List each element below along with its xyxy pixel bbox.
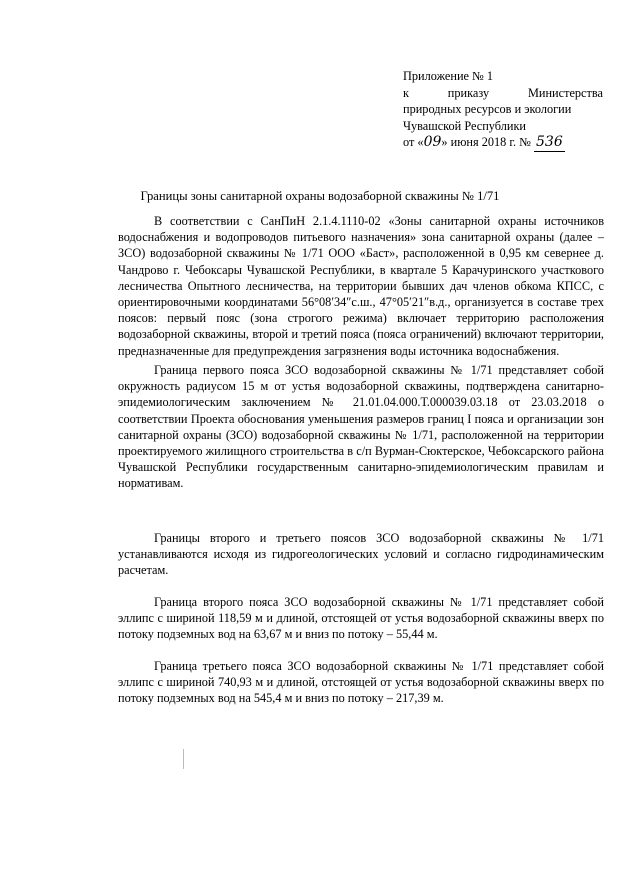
date-prefix: от « (403, 135, 424, 150)
appendix-order-line: к приказу Министерства (403, 85, 603, 100)
paragraph-general: В соответствии с СанПиН 2.1.4.1110-02 «Зоны санитарной охраны источников водоснабжения и водопроводов питьевого назначения» зона санитарной охраны (далее – ЗСО) водозаборной скважины № 1/71 ООО «Баст», расположенной в 0,95 км севернее д. Чандрово г. Чебоксары Чувашской Республики, в квартале 5 Карачуринского участкового лесничества Опытного лесничества, на территории бывших дач членов обкома КПСС, с ориентировочными координатами 56°08′34″с.ш., 47°05′21″в.д., организуется в составе трех поясов: первый пояс (зона строгого режима) включает территорию расположения водозаборной скважины, второй и третий пояса (пояса ограничений) включают территории, предназначенные для предупреждения загрязнения воды источника водоснабжения. (118, 214, 604, 358)
paragraph-second-third-belts: Границы второго и третьего поясов ЗСО водозаборной скважины № 1/71 устанавливаются исходя из гидрогеологических условий и согласно гидродинамическим расчетам. (118, 531, 604, 578)
appendix-ministry-line: природных ресурсов и экологии (403, 102, 572, 117)
handwritten-order-number: 536 (536, 134, 563, 151)
appendix-label: Приложение № 1 (403, 69, 494, 83)
paragraph-second-belt: Граница второго пояса ЗСО водозаборной скважины № 1/71 представляет собой эллипс с шириной 118,59 м и длиной, отстоящей от устья водозаборной скважины вверх по потоку подземных вод на 63,67 м и вниз по потоку – 55,44 м. (118, 595, 604, 642)
paragraph-third-belt: Граница третьего пояса ЗСО водозаборной скважины № 1/71 представляет собой эллипс с шириной 740,93 м и длиной, отстоящей от устья водозаборной скважины вверх по потоку подземных вод на 545,4 м и вниз по потоку – 217,39 м. (118, 659, 604, 706)
scan-mark (183, 749, 184, 769)
date-middle: » июня 2018 г. № (441, 135, 531, 150)
appendix-republic-line: Чувашской Республики (403, 118, 527, 133)
document-title: Границы зоны санитарной охраны водозаборной скважины № 1/71 (140, 189, 500, 203)
handwritten-day: 09 (423, 134, 442, 151)
paragraph-first-belt: Граница первого пояса ЗСО водозаборной скважины № 1/71 представляет собой окружность радиусом 15 м от устья водозаборной скважины, подтверждена санитарно-эпидемиологическим заключением № 21.01.04.000.Т.000039.03.18 от 23.03.2018 о соответствии Проекта обоснования уменьшения размеров границ I пояса и организации зон санитарной охраны (ЗСО) водозаборной скважины № 1/71, расположенной на территории проектируемого жилищного строительства в с/п Вурман-Сюктерское, Чебоксарского района Чувашской Республики государственным санитарно-эпидемиологическим правилам и нормативам. (118, 363, 604, 491)
appendix-header (403, 68, 603, 152)
appendix-date-line (403, 134, 603, 152)
